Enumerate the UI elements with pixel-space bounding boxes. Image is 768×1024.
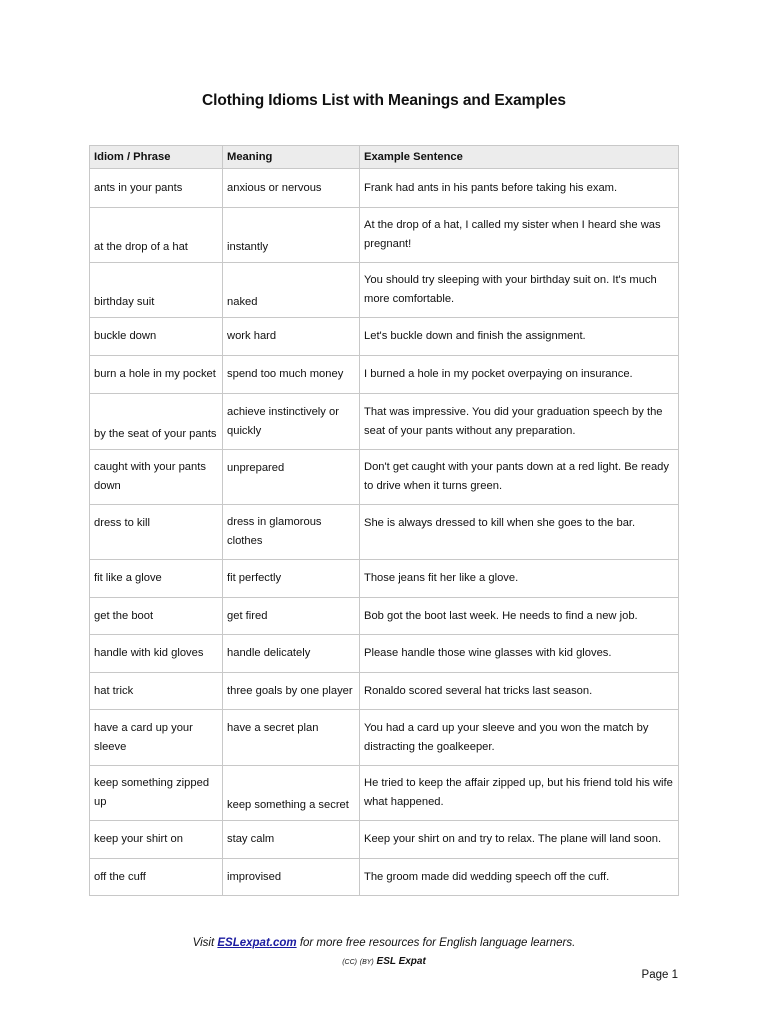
table-row [90, 263, 679, 318]
example-cell: Keep your shirt on and try to relax. The plane will land soon. [360, 821, 679, 859]
meaning-cell: work hard [223, 318, 360, 356]
idiom-cell: at the drop of a hat [90, 208, 223, 263]
meaning-cell: achieve instinctively or quickly [223, 394, 360, 450]
idiom-cell: by the seat of your pants [90, 394, 223, 450]
example-cell: At the drop of a hat, I called my sister when I heard she was pregnant! [360, 208, 679, 263]
page-title: Clothing Idioms List with Meanings and Examples [202, 92, 566, 109]
meaning-cell: spend too much money [223, 356, 360, 394]
header-idiom: Idiom / Phrase [90, 146, 223, 169]
table-row [90, 169, 679, 208]
table-row [90, 505, 679, 560]
table-row [90, 450, 679, 505]
idiom-cell: buckle down [90, 318, 223, 356]
table-row [90, 635, 679, 673]
table-row [90, 394, 679, 450]
table-row [90, 766, 679, 821]
example-cell: I burned a hole in my pocket overpaying on insurance. [360, 356, 679, 394]
by-mark: (BY) [359, 959, 374, 966]
table-row [90, 598, 679, 635]
eslexpat-link[interactable]: ESLexpat.com [217, 937, 297, 949]
meaning-cell: fit perfectly [223, 560, 360, 598]
meaning-cell: get fired [223, 598, 360, 635]
meaning-cell: keep something a secret [223, 766, 360, 821]
idiom-cell: keep something zipped up [90, 766, 223, 821]
example-cell: Please handle those wine glasses with kid gloves. [360, 635, 679, 673]
table-row [90, 356, 679, 394]
meaning-cell: anxious or nervous [223, 169, 360, 208]
table-row [90, 208, 679, 263]
example-cell: Let's buckle down and finish the assignment. [360, 318, 679, 356]
meaning-cell: stay calm [223, 821, 360, 859]
table-header-row [90, 146, 679, 169]
meaning-cell: naked [223, 263, 360, 318]
table-row [90, 859, 679, 896]
idiom-cell: keep your shirt on [90, 821, 223, 859]
idiom-cell: burn a hole in my pocket [90, 356, 223, 394]
footer-visit-prefix: Visit [192, 937, 218, 949]
idiom-cell: fit like a glove [90, 560, 223, 598]
meaning-cell: three goals by one player [223, 673, 360, 710]
idiom-cell: ants in your pants [90, 169, 223, 208]
table-row [90, 673, 679, 710]
page-number: Page 1 [641, 969, 678, 981]
example-cell: Bob got the boot last week. He needs to find a new job. [360, 598, 679, 635]
example-cell: That was impressive. You did your graduation speech by the seat of your pants without any preparation. [360, 394, 679, 450]
meaning-cell: instantly [223, 208, 360, 263]
idiom-cell: have a card up your sleeve [90, 710, 223, 766]
table-row [90, 560, 679, 598]
example-cell: Those jeans fit her like a glove. [360, 560, 679, 598]
idiom-cell: get the boot [90, 598, 223, 635]
table-row [90, 710, 679, 766]
example-cell: Don't get caught with your pants down at a red light. Be ready to drive when it turns green. [360, 450, 679, 505]
idioms-table [89, 145, 679, 896]
example-cell: You had a card up your sleeve and you won the match by distracting the goalkeeper. [360, 710, 679, 766]
example-cell: He tried to keep the affair zipped up, but his friend told his wife what happened. [360, 766, 679, 821]
idiom-cell: caught with your pants down [90, 450, 223, 505]
idiom-cell: birthday suit [90, 263, 223, 318]
example-cell: Frank had ants in his pants before taking his exam. [360, 169, 679, 208]
meaning-cell: unprepared [223, 450, 360, 505]
example-cell: She is always dressed to kill when she goes to the bar. [360, 505, 679, 560]
meaning-cell: handle delicately [223, 635, 360, 673]
footer-visit-line [0, 937, 768, 949]
meaning-cell: dress in glamorous clothes [223, 505, 360, 560]
header-meaning: Meaning [223, 146, 360, 169]
footer-visit-suffix: for more free resources for English language learners. [296, 937, 576, 949]
example-cell: Ronaldo scored several hat tricks last season. [360, 673, 679, 710]
table-row [90, 318, 679, 356]
header-example: Example Sentence [360, 146, 679, 169]
idiom-cell: handle with kid gloves [90, 635, 223, 673]
license-line [0, 956, 768, 967]
meaning-cell: improvised [223, 859, 360, 896]
idiom-cell: hat trick [90, 673, 223, 710]
cc-mark: (CC) [342, 959, 357, 966]
example-cell: The groom made did wedding speech off the cuff. [360, 859, 679, 896]
table-row [90, 821, 679, 859]
idiom-cell: off the cuff [90, 859, 223, 896]
author-name: ESL Expat [376, 956, 426, 967]
meaning-cell: have a secret plan [223, 710, 360, 766]
idiom-cell: dress to kill [90, 505, 223, 560]
example-cell: You should try sleeping with your birthday suit on. It's much more comfortable. [360, 263, 679, 318]
